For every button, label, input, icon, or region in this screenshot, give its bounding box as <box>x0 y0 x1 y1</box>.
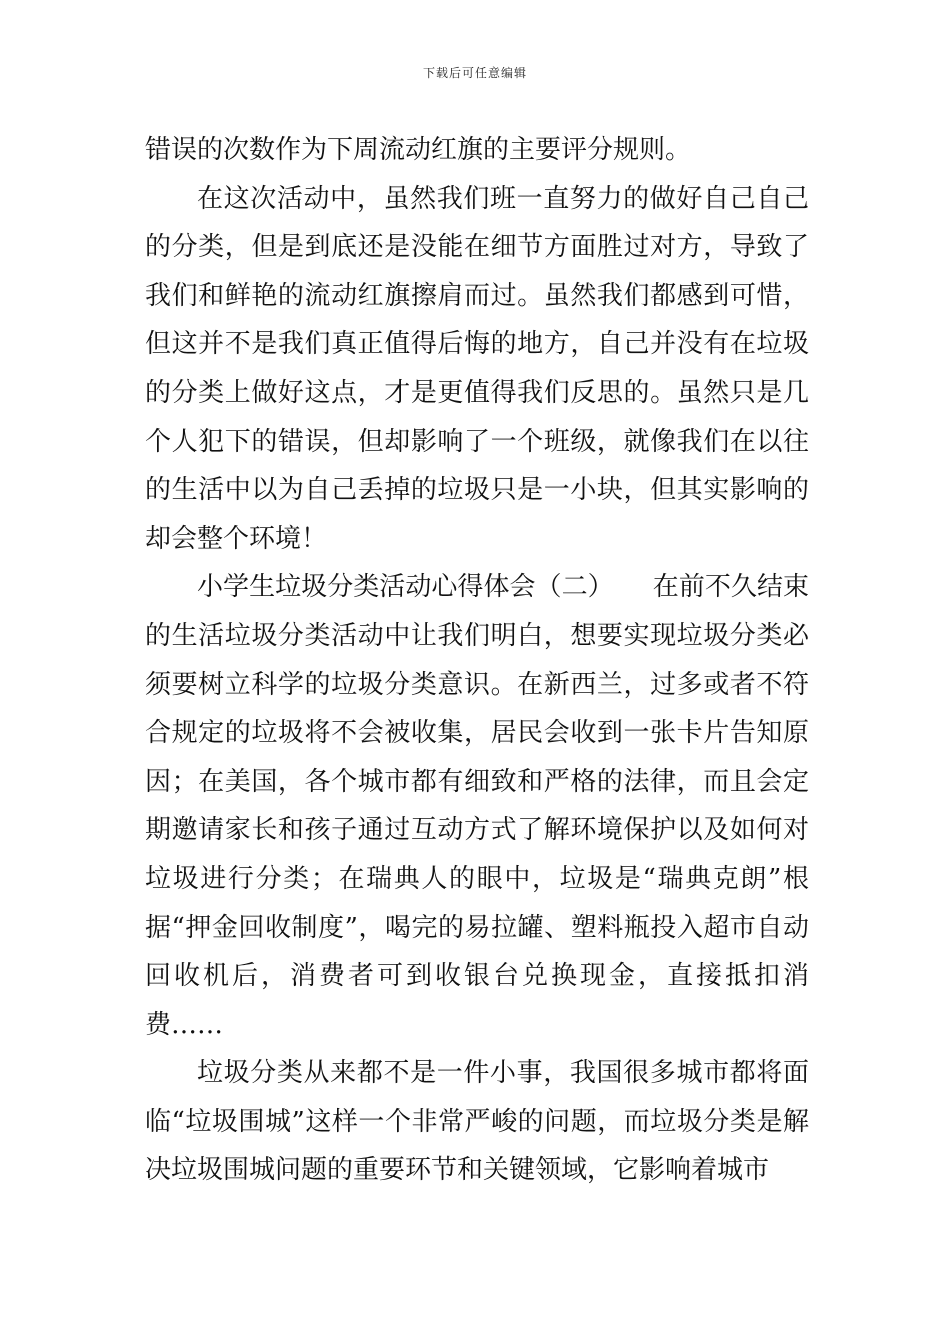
paragraph: 小学生垃圾分类活动心得体会（二） 在前不久结束的生活垃圾分类活动中让我们明白，想要实现垃圾分类必须要树立科学的垃圾分类意识。在新西兰，过多或者不符合规定的垃圾将不会被收集，居民会收到一张卡片告知原因；在美国，各个城市都有细致和严格的法律，而且会定期邀请家长和孩子通过互动方式了解环境保护以及如何对垃圾进行分类；在瑞典人的眼中，垃圾是“瑞典克朗”根据“押金回收制度”，喝完的易拉罐、塑料瓶投入超市自动回收机后，消费者可到收银台兑换现金，直接抵扣消费…… <box>145 572 809 1040</box>
paragraph: 垃圾分类从来都不是一件小事，我国很多城市都将面临“垃圾围城”这样一个非常严峻的问题，而垃圾分类是解决垃圾围城问题的重要环节和关键领域，它影响着城市 <box>145 1058 809 1186</box>
paragraph: 在这次活动中，虽然我们班一直努力的做好自己自己的分类，但是到底还是没能在细节方面胜过对方，导致了我们和鲜艳的流动红旗擦肩而过。虽然我们都感到可惜，但这并不是我们真正值得后悔的地方，自己并没有在垃圾的分类上做好这点，才是更值得我们反思的。虽然只是几个人犯下的错误，但却影响了一个班级，就像我们在以往的生活中以为自己丢掉的垃圾只是一小块，但其实影响的却会整个环境！ <box>145 183 809 554</box>
document-body <box>145 126 809 1195</box>
page-header-note: 下载后可任意编辑 <box>422 66 527 80</box>
paragraph-continuation: 错误的次数作为下周流动红旗的主要评分规则。 <box>145 135 692 165</box>
